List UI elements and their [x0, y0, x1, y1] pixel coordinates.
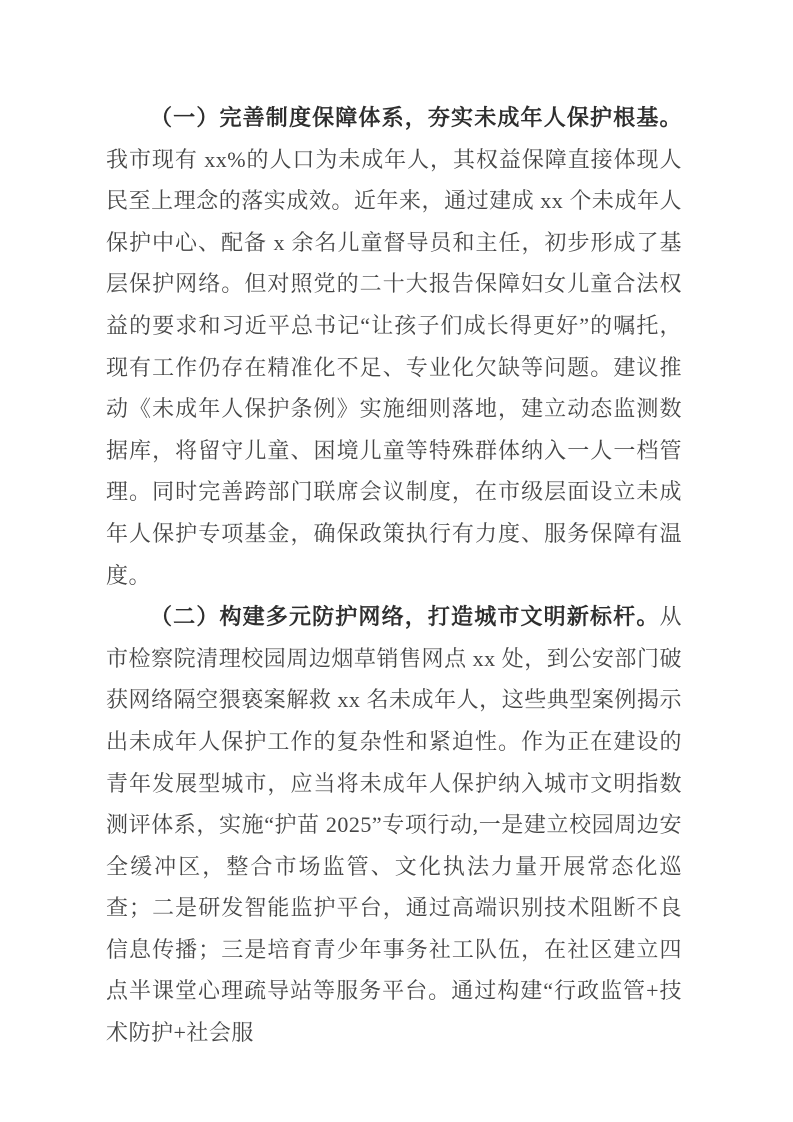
- paragraph-2: [106, 596, 682, 1054]
- paragraph-1-body-text: 我市现有 xx%的人口为未成年人，其权益保障直接体现人民至上理念的落实成效。近年来，通过建成 xx 个未成年人保护中心、配备 x 余名儿童督导员和主任，初步形成了基层保护网络。但对照党的二十大报告保障妇女儿童合法权益的要求和习近平总书记“让孩子们成长得更好”的嘱托，现有工作仍存在精准化不足、专业化欠缺等问题。建议推动《未成年人保护条例》实施细则落地，建立动态监测数据库，将留守儿童、困境儿童等特殊群体纳入一人一档管理。同时完善跨部门联席会议制度，在市级层面设立未成年人保护专项基金，确保政策执行有力度、服务保障有温度。: [106, 146, 682, 588]
- paragraph-2-body-text: 从市检察院清理校园周边烟草销售网点 xx 处，到公安部门破获网络隔空猥亵案解救 xx 名未成年人，这些典型案例揭示出未成年人保护工作的复杂性和紧迫性。作为正在建设的青年发展型城市，应当将未成年人保护纳入城市文明指数测评体系，实施“护苗 2025”专项行动,一是建立校园周边安全缓冲区，整合市场监管、文化执法力量开展常态化巡查；二是研发智能监护平台，通过高端识别技术阻断不良信息传播；三是培育青少年事务社工队伍，在社区建立四点半课堂心理疏导站等服务平台。通过构建“行政监管+技术防护+社会服: [106, 604, 682, 1046]
- paragraph-1: [106, 97, 682, 596]
- paragraph-2-lead-heading: （二）构建多元防护网络，打造城市文明新标杆。: [150, 604, 660, 630]
- paragraph-1-lead-heading: （一）完善制度保障体系，夯实未成年人保护根基。: [150, 105, 682, 130]
